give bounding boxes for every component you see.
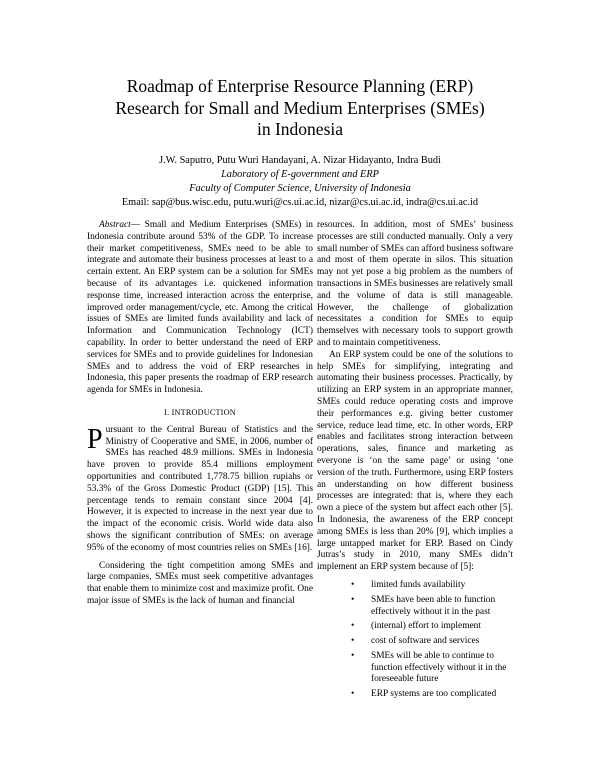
drop-cap: P [87, 423, 103, 455]
left-column [87, 220, 313, 608]
paper-title [60, 76, 540, 141]
list-item: • cost of software and services [371, 636, 513, 648]
intro-paragraph-1-text: ursuant to the Central Bureau of Statistics and the Ministry of Cooperative and SME, in 2006, number of SMEs has reached 48.9 millions. SMEs in Indonesia have proven to provide 85.4 millions employment opportunities and contributed 1,778.75 billion rupiahs or 53.3% of the Gross Domestic Product (GDP) [15]. This percentage tends to remain constant since 2004 [4]. However, it is expected to increase in the next year due to the impact of the economic crisis. World wide data also shows the significant contribution of SMEs: on average 95% of the economy of most countries relies on SMEs [16]. [87, 424, 313, 553]
list-item: • ERP systems are too complicated [371, 689, 513, 701]
abstract-text: — Small and Medium Enterprises (SMEs) in Indonesia contribute around 53% of the GDP. To increase their market competitiveness, SMEs need to be able to integrate and automate their business processes at least to a certain extent. An ERP system can be a solution for SMEs because of its advantages i.e. quickened information response time, increased interaction across the enterprise, improved order management/cycle, etc. Among the critical issues of SMEs are limited funds availability and lack of Information and Communication Technology (ICT) capability. In order to better understand the need of ERP services for SMEs and to provide guidelines for Indonesian SMEs and to address the void of ERP researches in Indonesia, this paper presents the roadmap of ERP research agenda for SMEs in Indonesia. [87, 220, 313, 396]
intro-paragraph-2: Considering the tight competition among SMEs and large companies, SMEs must seek competitive advantages that enable them to minimize cost and maximize profit. One major issue of SMEs is the lack of human and financial [87, 560, 313, 606]
list-item: • SMEs have been able to function effectively without it in the past [371, 595, 513, 619]
section-heading-introduction: I. INTRODUCTION [164, 407, 236, 417]
author-faculty: Faculty of Computer Science, University of Indonesia [189, 183, 411, 194]
list-item: • SMEs will be able to continue to function effectively without it in the foreseeable future [371, 651, 513, 686]
author-names: J.W. Saputro, Putu Wuri Handayani, A. Nizar Hidayanto, Indra Budi [159, 155, 441, 166]
author-emails: Email: sap@bus.wisc.edu, putu.wuri@cs.ui.ac.id, nizar@cs.ui.ac.id, indra@cs.ui.ac.id [121, 197, 479, 208]
title-line-1: Roadmap of Enterprise Resource Planning (ERP) [126, 76, 474, 96]
title-line-2: Research for Small and Medium Enterprises (SMEs) [115, 97, 485, 118]
list-item: • (internal) effort to implement [371, 621, 513, 633]
reasons-list [317, 580, 513, 701]
list-item: • limited funds availability [371, 580, 513, 592]
author-lab: Laboratory of E-government and ERP [221, 169, 379, 180]
intro-paragraph-3: resources. In addition, most of SMEs’ business processes are still conducted manually. Only a very small number of SMEs can afford business software and most of them operate in silos. This situation may not yet pose a big problem as the numbers of transactions in SMEs businesses are relatively small and the volume of data is still manageable. However, the challenge of globalization necessitates a condition for SMEs to equip themselves with necessary tools to support growth and to maintain competitiveness. [317, 220, 513, 348]
intro-paragraph-4: An ERP system could be one of the solutions to help SMEs for simplifying, integrating and automating their business processes. Practically, by utilizing an ERP system in an appropriate manner, SMEs could reduce operating costs and improve their performances e.g. giving better customer service, reduce lead time, etc. In other words, ERP enables and facilitates strong interaction between operations, sales, finance and marketing as everyone is ‘on the same page’ or using ‘one version of the truth. Furthermore, using ERP fosters an understanding on how different business processes are integrated: that is, where they each own a piece of the system but affect each other [5]. In Indonesia, the awareness of the ERP concept among SMEs is less than 20% [9], which implies a large untapped market for ERP. Based on Cindy Jutras’s study in 2010, many SMEs didn’t implement an ERP system because of [5]: [317, 349, 513, 573]
author-block [40, 154, 560, 210]
abstract [87, 220, 313, 397]
right-column [317, 220, 513, 704]
abstract-label: Abstract [99, 220, 131, 230]
title-line-3: in Indonesia [256, 119, 344, 139]
intro-paragraph-1 [87, 425, 313, 555]
